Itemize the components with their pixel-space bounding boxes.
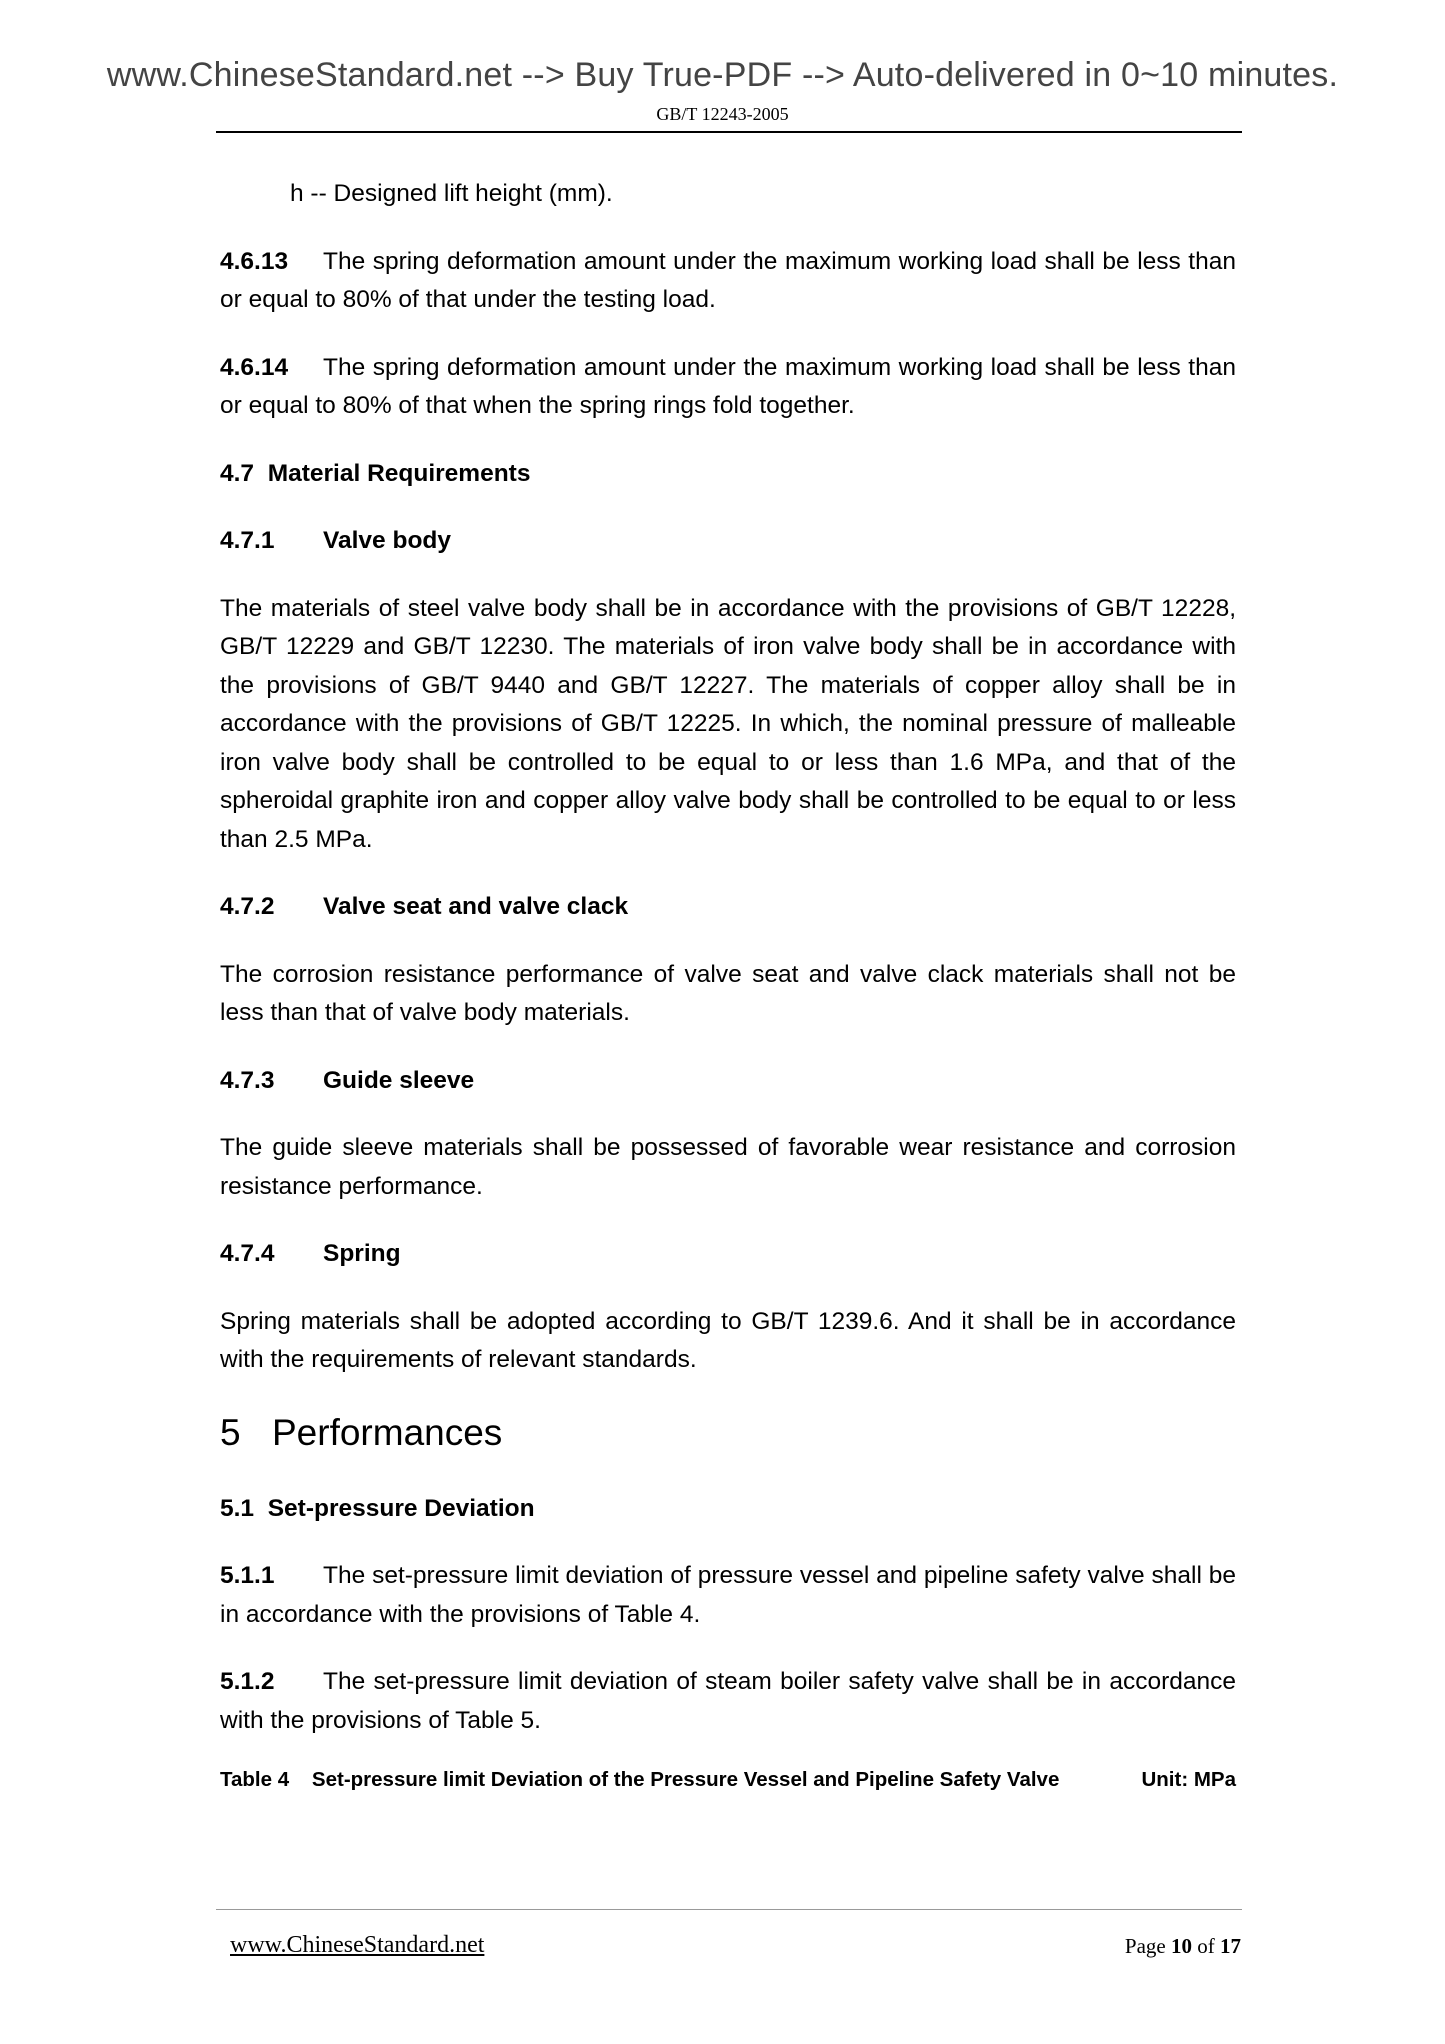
page-content — [220, 175, 1236, 1795]
page-prefix: Page — [1124, 1934, 1166, 1958]
section-title: Valve body — [323, 527, 452, 554]
table-title: Set-pressure limit Deviation of the Pressure Vessel and Pipeline Safety Valve — [311, 1768, 1060, 1791]
chapter-5-heading — [220, 1409, 1236, 1457]
document-id: GB/T 12243-2005 — [656, 104, 789, 124]
section-number: 4.7.4 — [220, 1240, 275, 1267]
section-4-7-1-heading — [220, 522, 1236, 561]
page-indicator — [1125, 1934, 1241, 1959]
page-of: of — [1197, 1934, 1215, 1958]
clause-text: The set-pressure limit deviation of pressure vessel and pipeline safety valve shall be in accordance with the provisions of Table 4. — [220, 1562, 1236, 1628]
section-number: 5.1 — [220, 1494, 255, 1522]
clause-4-6-13 — [220, 243, 1236, 320]
section-4-7-heading — [220, 455, 1236, 494]
section-title: Spring — [323, 1240, 401, 1267]
clause-number: 5.1.2 — [220, 1668, 275, 1695]
section-number: 4.7.1 — [220, 527, 275, 554]
table-label: Table 4 — [220, 1768, 290, 1791]
clause-number: 4.6.13 — [220, 247, 289, 275]
section-4-7-3-text: The guide sleeve materials shall be possessed of favorable wear resistance and corrosion resistance performance. — [220, 1134, 1236, 1200]
header-divider — [216, 131, 1242, 133]
section-number: 4.7 — [220, 459, 255, 487]
chapter-title: Performances — [272, 1411, 503, 1453]
clause-text: The spring deformation amount under the maximum working load shall be less than or equal to 80% of that under the testing load. — [220, 247, 1236, 313]
footer-site-link[interactable]: www.ChineseStandard.net — [230, 1932, 485, 1958]
section-5-1-heading — [220, 1490, 1236, 1529]
clause-5-1-2 — [220, 1663, 1236, 1740]
section-number: 4.7.2 — [220, 893, 275, 920]
chapter-number: 5 — [220, 1411, 241, 1453]
section-title: Material Requirements — [267, 459, 531, 487]
section-title: Guide sleeve — [323, 1066, 475, 1094]
clause-text: The spring deformation amount under the maximum working load shall be less than or equal to 80% of that when the spring rings fold together. — [220, 353, 1236, 419]
page-total: 17 — [1220, 1934, 1241, 1958]
clause-number: 5.1.1 — [220, 1562, 275, 1589]
definition-h: h -- Designed lift height (mm). — [290, 180, 613, 207]
section-title: Set-pressure Deviation — [267, 1494, 535, 1522]
section-4-7-1-text: The materials of steel valve body shall be in accordance with the provisions of GB/T 12228, GB/T 12229 and GB/T 12230. The materials of iron valve body shall be in accordance with the provisions of GB/T 9440 and GB/T 12227. The materials of copper alloy shall be in accordance with the provisions of GB/T 12225. In which, the nominal pressure of malleable iron valve body shall be controlled to be equal to or less than 1.6 MPa, and that of the spheroidal graphite iron and copper alloy valve body shall be controlled to be equal to or less than 2.5 MPa. — [220, 594, 1236, 853]
table-4-caption — [220, 1765, 1236, 1795]
table-caption-main — [220, 1765, 1059, 1795]
page-current: 10 — [1171, 1934, 1192, 1958]
clause-text: The set-pressure limit deviation of steam boiler safety valve shall be in accordance with the provisions of Table 5. — [220, 1668, 1236, 1734]
promo-banner: www.ChineseStandard.net --> Buy True-PDF --> Auto-delivered in 0~10 minutes. — [106, 56, 1339, 94]
section-title: Valve seat and valve clack — [323, 893, 629, 920]
footer-divider — [216, 1909, 1242, 1910]
section-4-7-3-heading — [220, 1062, 1236, 1101]
section-4-7-4-text: Spring materials shall be adopted according to GB/T 1239.6. And it shall be in accordance with the requirements of relevant standards. — [220, 1307, 1236, 1373]
clause-4-6-14 — [220, 349, 1236, 426]
section-4-7-2-text: The corrosion resistance performance of valve seat and valve clack materials shall not be less than that of valve body materials. — [220, 960, 1236, 1026]
table-unit: Unit: MPa — [1141, 1768, 1236, 1791]
section-number: 4.7.3 — [220, 1066, 275, 1094]
section-4-7-2-heading — [220, 888, 1236, 927]
clause-5-1-1 — [220, 1557, 1236, 1634]
clause-number: 4.6.14 — [220, 353, 289, 381]
section-4-7-4-heading — [220, 1235, 1236, 1274]
